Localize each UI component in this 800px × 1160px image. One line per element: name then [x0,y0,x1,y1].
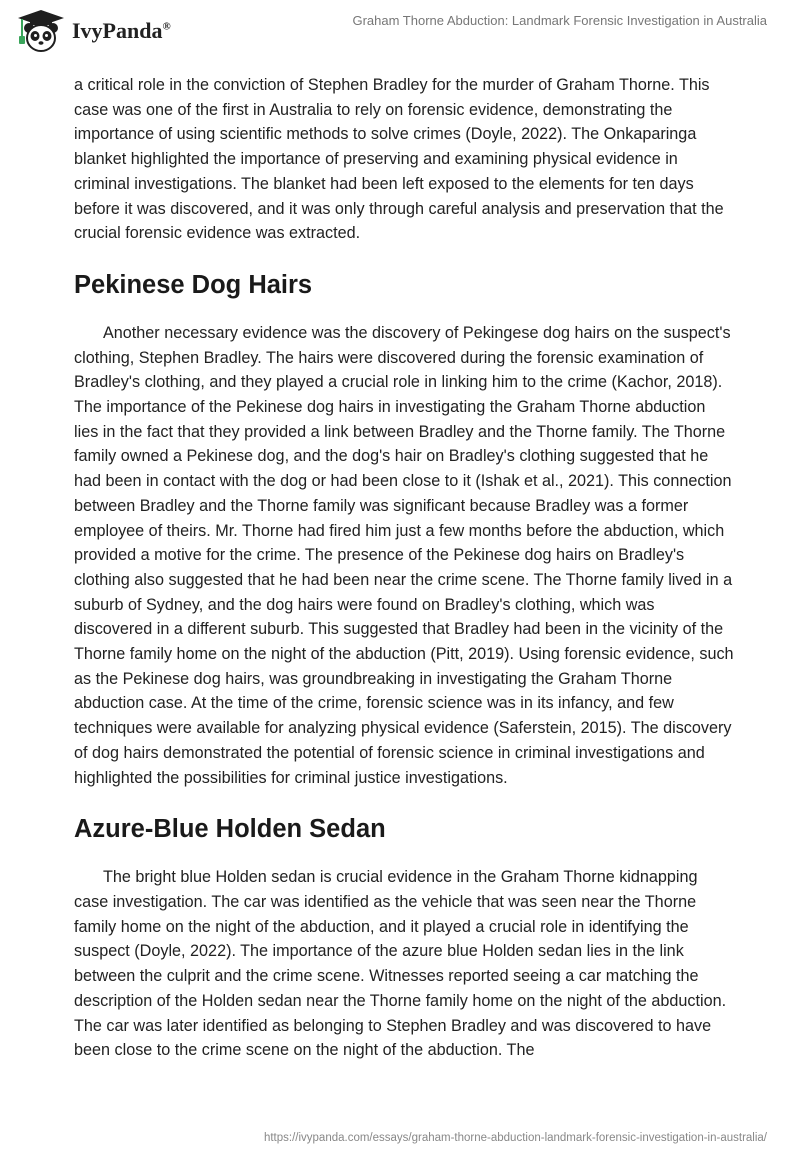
source-url-link[interactable]: https://ivypanda.com/essays/graham-thorne-abduction-landmark-forensic-investigation-in-australia/ [263,1132,767,1144]
intro-paragraph: a critical role in the conviction of Stephen Bradley for the murder of Graham Thorne. This case was one of the first in Australia to rely on forensic evidence, demonstrating the importance of using scientific methods to solve crimes (Doyle, 2022). The Onkaparinga blanket highlighted the importance of preserving and examining physical evidence in criminal investigations. The blanket had been left exposed to the elements for ten days before it was discovered, and it was only through careful analysis and preservation that the crucial forensic evidence was extracted. [74,76,724,243]
page-header [0,0,800,64]
essay-content [74,73,734,1063]
section-heading-holden: Azure-Blue Holden Sedan [74,815,386,844]
brand-name: IvyPanda® [72,18,171,43]
panda-graduate-icon [14,8,68,54]
document-title: Graham Thorne Abduction: Landmark Forensic Investigation in Australia [352,13,767,28]
section-heading-pekinese: Pekinese Dog Hairs [74,270,313,299]
section-paragraph-holden: The bright blue Holden sedan is crucial evidence in the Graham Thorne kidnapping case investigation. The car was identified as the vehicle that was seen near the Thorne family home on the night of the abduction, and it played a crucial role in identifying the suspect (Doyle, 2022). The importance of the azure blue Holden sedan lies in the link between the culprit and the crime scene. Witnesses reported seeing a car matching the description of the Holden sedan near the Thorne family home on the night of the abduction. The car was later identified as belonging to Stephen Bradley and was discovered to have been close to the crime scene on the night of the abduction. The [74,868,727,1060]
section-paragraph-pekinese: Another necessary evidence was the discovery of Pekingese dog hairs on the suspect's clothing, Stephen Bradley. The hairs were discovered during the forensic examination of Bradley's clothing, and they played a crucial role in linking him to the crime (Kachor, 2018). The importance of the Pekinese dog hairs in investigating the Graham Thorne abduction lies in the fact that they provided a link between Bradley and the Thorne family. The Thorne family owned a Pekinese dog, and the dog's hair on Bradley's clothing suggested that he had been in contact with the dog or had been close to it (Ishak et al., 2021). This connection between Bradley and the Thorne family was significant because Bradley was a former employee of theirs. Mr. Thorne had fired him just a few months before the abduction, which provided a motive for the crime. The presence of the Pekinese dog hairs on Bradley's clothing also suggested that he had been near the crime scene. The Thorne family lived in a suburb of Sydney, and the dog hairs were found on Bradley's clothing, which was discovered in a different suburb. This suggested that Bradley had been in the vicinity of the Thorne family home on the night of the abduction (Pitt, 2019). Using forensic evidence, such as the Pekinese dog hairs, was groundbreaking in investigating the Graham Thorne abduction case. At the time of the crime, forensic science was in its infancy, and few techniques were available for analyzing physical evidence (Saferstein, 2015). The discovery of dog hairs demonstrated the potential of forensic science in criminal investigations and highlighted the possibilities for criminal justice investigations. [74,323,734,787]
brand-logo[interactable] [14,8,171,54]
